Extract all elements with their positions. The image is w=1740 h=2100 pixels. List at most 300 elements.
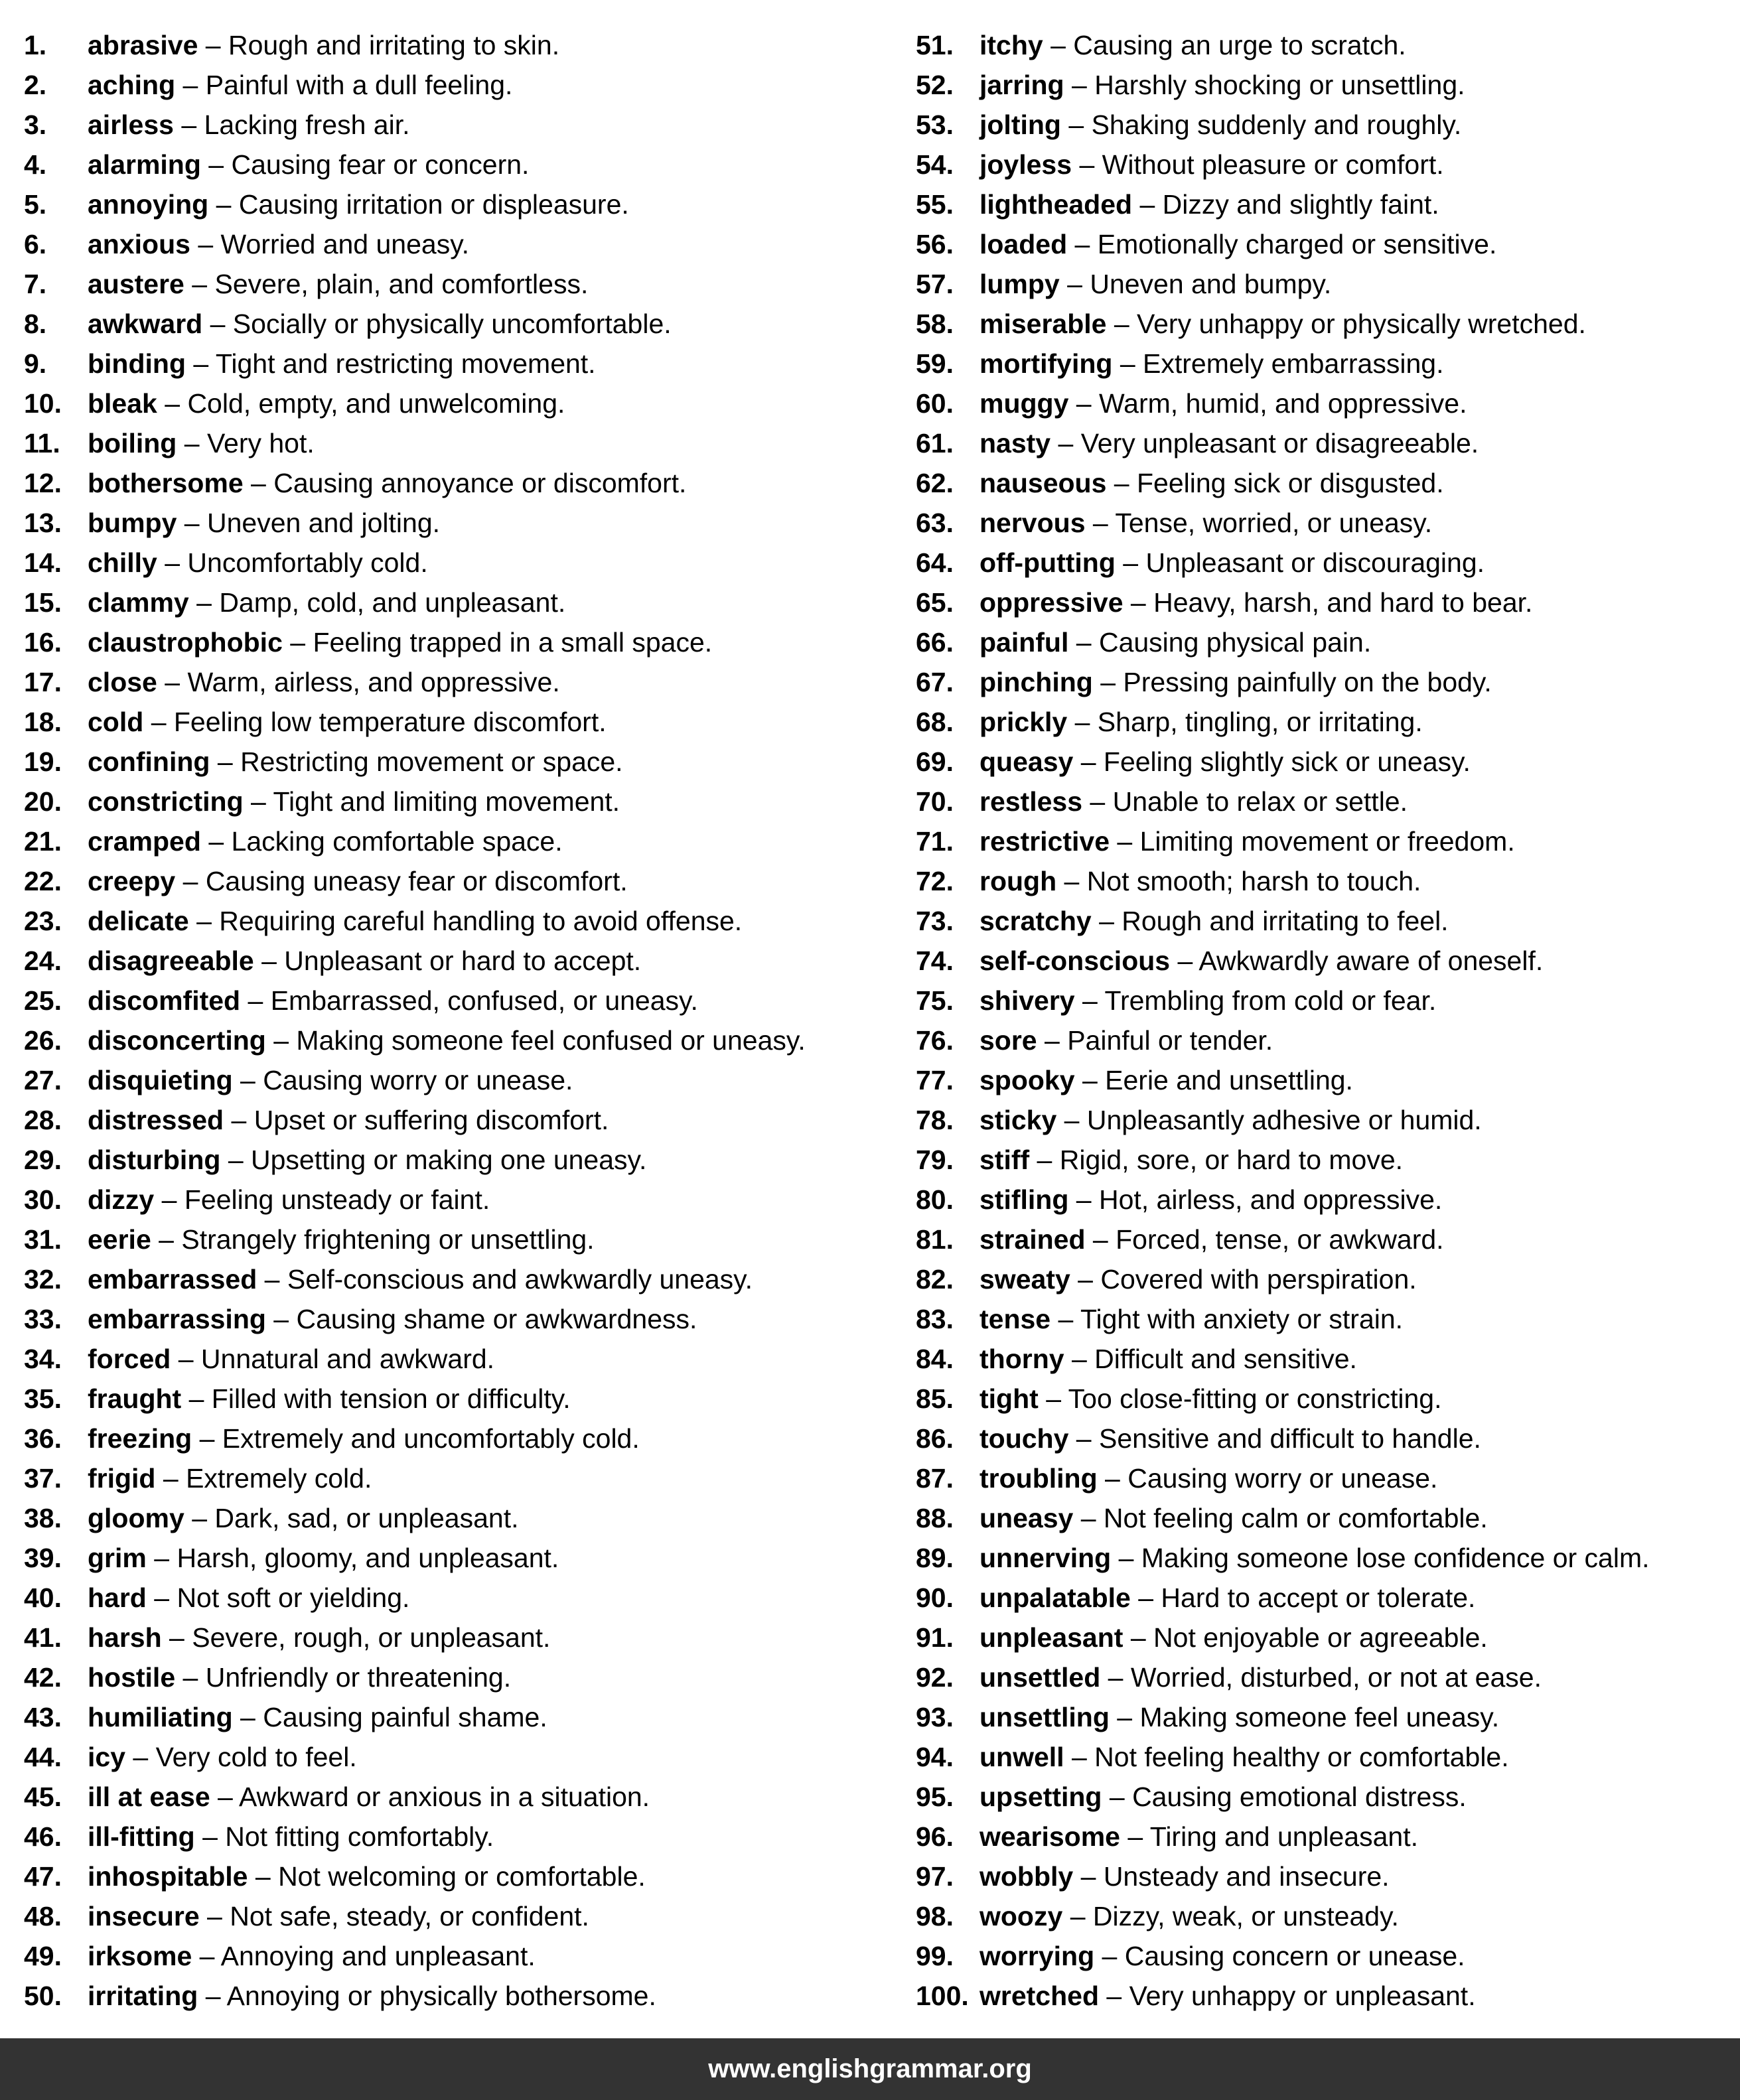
list-item (916, 1896, 1740, 1936)
item-definition: Unpleasantly adhesive or humid. (1086, 1105, 1482, 1135)
list-item (916, 1578, 1740, 1618)
item-separator: – (1068, 1423, 1099, 1454)
item-definition: Feeling sick or disgusted. (1136, 468, 1444, 498)
item-separator: – (1073, 1503, 1104, 1533)
item-term: cramped (88, 826, 201, 857)
item-number: 26. (24, 1025, 62, 1056)
list-item (24, 1657, 887, 1697)
list-item (24, 384, 887, 423)
item-separator: – (198, 30, 228, 60)
item-number: 68. (916, 707, 954, 737)
item-number: 67. (916, 667, 954, 697)
item-number: 56. (916, 229, 954, 259)
item-text (88, 503, 440, 543)
item-term: jolting (979, 109, 1061, 140)
item-separator: – (243, 468, 274, 498)
item-term: loaded (979, 229, 1068, 259)
item-text (88, 702, 607, 742)
list-item (24, 861, 887, 901)
item-definition: Severe, rough, or unpleasant. (192, 1622, 551, 1653)
list-item (24, 1299, 887, 1339)
item-separator: – (1123, 1622, 1154, 1653)
item-number: 54. (916, 149, 954, 180)
item-term: airless (88, 109, 174, 140)
item-number: 11. (24, 428, 60, 458)
item-number: 99. (916, 1941, 954, 1971)
item-number: 82. (916, 1264, 954, 1295)
item-definition: Causing annoyance or discomfort. (273, 468, 687, 498)
item-separator: – (1067, 229, 1098, 259)
item-number: 16. (24, 627, 62, 658)
item-separator: – (175, 70, 206, 100)
item-text (88, 782, 620, 821)
item-number: 33. (24, 1304, 62, 1334)
item-term: unsettling (979, 1702, 1110, 1732)
item-separator: – (1074, 985, 1105, 1016)
item-text (979, 742, 1471, 782)
item-definition: Tight and restricting movement. (215, 348, 596, 379)
list-item (916, 1618, 1740, 1657)
item-text (88, 105, 410, 145)
item-number: 35. (24, 1383, 62, 1414)
item-term: icy (88, 1742, 125, 1772)
item-number: 66. (916, 627, 954, 658)
item-number: 29. (24, 1145, 62, 1175)
item-text (88, 821, 563, 861)
list-item (24, 543, 887, 583)
item-definition: Feeling unsteady or faint. (184, 1184, 490, 1215)
list-item (916, 543, 1740, 583)
item-number: 15. (24, 587, 62, 618)
item-separator: – (248, 1861, 279, 1892)
item-number: 87. (916, 1463, 954, 1494)
item-text (979, 463, 1444, 503)
list-item (916, 503, 1740, 543)
item-text (979, 1578, 1475, 1618)
list-item (916, 662, 1740, 702)
item-separator: – (1074, 1065, 1106, 1095)
item-text (979, 184, 1439, 224)
list-item (916, 782, 1740, 821)
item-definition: Causing fear or concern. (231, 149, 530, 180)
item-number: 71. (916, 826, 954, 857)
item-term: embarrassed (88, 1264, 257, 1295)
item-definition: Emotionally charged or sensitive. (1097, 229, 1497, 259)
list-item (916, 1498, 1740, 1538)
item-text (979, 224, 1496, 264)
item-term: awkward (88, 309, 203, 339)
item-separator: – (1111, 1543, 1141, 1573)
item-number: 45. (24, 1782, 62, 1812)
item-separator: – (1068, 1184, 1099, 1215)
item-definition: Annoying and unpleasant. (220, 1941, 536, 1971)
item-text (88, 65, 512, 105)
list-item (916, 1100, 1740, 1140)
item-term: unsettled (979, 1662, 1101, 1693)
item-separator: – (1029, 1145, 1060, 1175)
item-term: woozy (979, 1901, 1063, 1931)
list-item (24, 1458, 887, 1498)
item-term: uneasy (979, 1503, 1074, 1533)
item-number: 47. (24, 1861, 62, 1892)
item-separator: – (157, 547, 188, 578)
list-item (916, 145, 1740, 184)
item-number: 39. (24, 1543, 62, 1573)
item-term: bleak (88, 388, 157, 419)
item-term: disconcerting (88, 1025, 266, 1056)
item-number: 57. (916, 269, 954, 299)
item-number: 4. (24, 149, 47, 180)
list-item (916, 1339, 1740, 1379)
item-separator: – (1091, 906, 1122, 936)
list-item (916, 821, 1740, 861)
list-item (916, 1299, 1740, 1339)
item-number: 81. (916, 1224, 954, 1255)
list-item (916, 1976, 1740, 2016)
item-definition: Not feeling calm or comfortable. (1103, 1503, 1488, 1533)
item-definition: Strangely frightening or unsettling. (181, 1224, 595, 1255)
item-definition: Forced, tense, or awkward. (1116, 1224, 1444, 1255)
list-item (24, 184, 887, 224)
item-text (979, 1737, 1509, 1777)
list-item (916, 423, 1740, 463)
item-definition: Making someone feel confused or uneasy. (296, 1025, 806, 1056)
list-item (916, 1220, 1740, 1259)
item-term: lightheaded (979, 189, 1133, 220)
item-text (88, 1817, 494, 1856)
item-definition: Difficult and sensitive. (1094, 1344, 1357, 1374)
item-term: tight (979, 1383, 1039, 1414)
item-definition: Unsteady and insecure. (1103, 1861, 1390, 1892)
list-item (916, 1419, 1740, 1458)
item-separator: – (184, 1503, 215, 1533)
list-item (24, 1220, 887, 1259)
item-separator: – (1123, 587, 1154, 618)
item-definition: Lacking comfortable space. (231, 826, 563, 857)
list-item (916, 25, 1740, 65)
item-definition: Uneven and jolting. (207, 508, 441, 538)
item-text (979, 384, 1467, 423)
item-text (979, 1657, 1542, 1697)
item-separator: – (154, 1184, 184, 1215)
item-separator: – (1102, 1782, 1133, 1812)
item-separator: – (265, 1304, 297, 1334)
item-number: 14. (24, 547, 62, 578)
item-definition: Very unhappy or unpleasant. (1129, 1981, 1476, 2011)
item-definition: Causing irritation or displeasure. (238, 189, 629, 220)
item-number: 19. (24, 746, 62, 777)
item-text (979, 1379, 1442, 1419)
item-separator: – (1059, 269, 1090, 299)
item-term: gloomy (88, 1503, 184, 1533)
item-definition: Dizzy, weak, or unsteady. (1092, 1901, 1399, 1931)
item-separator: – (192, 1941, 221, 1971)
item-definition: Annoying or physically bothersome. (226, 1981, 656, 2011)
item-number: 38. (24, 1503, 62, 1533)
item-text (88, 384, 565, 423)
item-number: 78. (916, 1105, 954, 1135)
item-separator: – (161, 1622, 192, 1653)
item-definition: Rough and irritating to feel. (1122, 906, 1449, 936)
item-term: wretched (979, 1981, 1099, 2011)
item-text (88, 1339, 494, 1379)
item-separator: – (1070, 1264, 1101, 1295)
item-separator: – (232, 1065, 263, 1095)
item-number: 52. (916, 70, 954, 100)
item-number: 72. (916, 866, 954, 896)
list-item (24, 1140, 887, 1180)
item-term: cold (88, 707, 144, 737)
item-number: 17. (24, 667, 62, 697)
list-item (916, 941, 1740, 981)
item-number: 77. (916, 1065, 954, 1095)
item-term: mortifying (979, 348, 1113, 379)
item-separator: – (200, 826, 232, 857)
left-column (24, 25, 887, 2016)
item-term: boiling (88, 428, 177, 458)
item-term: off-putting (979, 547, 1116, 578)
item-number: 92. (916, 1662, 954, 1693)
item-term: itchy (979, 30, 1043, 60)
item-separator: – (175, 866, 206, 896)
item-number: 100. (916, 1981, 969, 2011)
list-item (24, 1817, 887, 1856)
item-text (979, 1936, 1465, 1976)
item-definition: Dizzy and slightly faint. (1162, 189, 1439, 220)
item-separator: – (1062, 1901, 1093, 1931)
item-text (979, 145, 1444, 184)
item-number: 40. (24, 1582, 62, 1613)
item-text (979, 1060, 1353, 1100)
item-text (88, 304, 672, 344)
item-term: disagreeable (88, 945, 254, 976)
item-definition: Not feeling healthy or comfortable. (1094, 1742, 1509, 1772)
item-definition: Tight and limiting movement. (273, 786, 620, 817)
item-text (88, 1140, 646, 1180)
item-separator: – (177, 428, 207, 458)
list-item (916, 1140, 1740, 1180)
item-number: 62. (916, 468, 954, 498)
item-number: 20. (24, 786, 62, 817)
item-number: 83. (916, 1304, 954, 1334)
item-term: annoying (88, 189, 209, 220)
list-item (24, 702, 887, 742)
item-term: joyless (979, 149, 1072, 180)
item-number: 98. (916, 1901, 954, 1931)
item-term: shivery (979, 985, 1075, 1016)
item-separator: – (1100, 1662, 1131, 1693)
item-term: disturbing (88, 1145, 221, 1175)
item-separator: – (1068, 388, 1099, 419)
item-definition: Embarrassed, confused, or uneasy. (270, 985, 698, 1016)
list-item (24, 1100, 887, 1140)
item-separator: – (157, 667, 188, 697)
item-text (979, 782, 1408, 821)
item-separator: – (1082, 786, 1113, 817)
item-definition: Damp, cold, and unpleasant. (219, 587, 566, 618)
item-term: prickly (979, 707, 1068, 737)
item-number: 24. (24, 945, 62, 976)
item-separator: – (184, 269, 215, 299)
item-number: 18. (24, 707, 62, 737)
item-term: sweaty (979, 1264, 1070, 1295)
item-text (88, 1976, 656, 2016)
item-separator: – (1051, 428, 1081, 458)
item-number: 90. (916, 1582, 954, 1613)
item-number: 10. (24, 388, 62, 419)
item-separator: – (157, 388, 188, 419)
item-number: 75. (916, 985, 954, 1016)
item-term: bothersome (88, 468, 244, 498)
item-number: 44. (24, 1742, 62, 1772)
list-item (24, 1856, 887, 1896)
item-definition: Harshly shocking or unsettling. (1094, 70, 1465, 100)
item-separator: – (224, 1105, 254, 1135)
item-term: unpleasant (979, 1622, 1124, 1653)
list-item (24, 941, 887, 981)
item-definition: Causing concern or unease. (1124, 1941, 1465, 1971)
item-definition: Extremely cold. (186, 1463, 372, 1494)
item-definition: Unpleasant or hard to accept. (284, 945, 642, 976)
item-term: upsetting (979, 1782, 1102, 1812)
item-term: discomfited (88, 985, 241, 1016)
item-separator: – (210, 1782, 239, 1812)
list-item (24, 463, 887, 503)
item-text (88, 184, 629, 224)
item-term: miserable (979, 309, 1107, 339)
item-separator: – (257, 1264, 287, 1295)
item-definition: Very cold to feel. (155, 1742, 357, 1772)
item-text (979, 1419, 1481, 1458)
list-item (916, 622, 1740, 662)
item-text (979, 543, 1485, 583)
item-separator: – (125, 1742, 156, 1772)
item-text (88, 1657, 511, 1697)
item-text (88, 941, 641, 981)
item-number: 21. (24, 826, 62, 857)
item-number: 69. (916, 746, 954, 777)
item-separator: – (1130, 1582, 1161, 1613)
item-text (979, 1618, 1488, 1657)
item-definition: Awkwardly aware of oneself. (1198, 945, 1544, 976)
item-text (979, 65, 1465, 105)
item-term: irksome (88, 1941, 192, 1971)
item-text (88, 1419, 640, 1458)
item-separator: – (1106, 309, 1137, 339)
item-separator: – (181, 1383, 212, 1414)
item-text (979, 25, 1406, 65)
item-number: 59. (916, 348, 954, 379)
item-term: anxious (88, 229, 190, 259)
item-term: ill-fitting (88, 1821, 195, 1852)
item-text (979, 105, 1461, 145)
item-separator: – (177, 508, 207, 538)
item-definition: Causing shame or awkwardness. (296, 1304, 697, 1334)
item-number: 25. (24, 985, 62, 1016)
item-text (88, 1180, 490, 1220)
item-term: scratchy (979, 906, 1092, 936)
item-term: dizzy (88, 1184, 155, 1215)
item-text (88, 1498, 518, 1538)
item-separator: – (1043, 30, 1074, 60)
item-separator: – (1132, 189, 1163, 220)
item-number: 89. (916, 1543, 954, 1573)
list-item (916, 1737, 1740, 1777)
list-item (916, 224, 1740, 264)
item-term: freezing (88, 1423, 192, 1454)
item-number: 61. (916, 428, 954, 458)
list-item (24, 423, 887, 463)
list-item (916, 1777, 1740, 1817)
item-definition: Uncomfortably cold. (187, 547, 428, 578)
item-number: 93. (916, 1702, 954, 1732)
item-separator: – (186, 348, 216, 379)
list-item (916, 1697, 1740, 1737)
item-definition: Self-conscious and awkwardly uneasy. (287, 1264, 753, 1295)
item-number: 41. (24, 1622, 62, 1653)
list-item (916, 1538, 1740, 1578)
item-separator: – (188, 906, 220, 936)
list-item (24, 1777, 887, 1817)
item-definition: Causing worry or unease. (1127, 1463, 1438, 1494)
item-definition: Sensitive and difficult to handle. (1099, 1423, 1481, 1454)
item-number: 31. (24, 1224, 62, 1255)
item-number: 43. (24, 1702, 62, 1732)
list-item (24, 1578, 887, 1618)
item-term: unnerving (979, 1543, 1112, 1573)
item-number: 7. (24, 269, 47, 299)
list-item (24, 25, 887, 65)
item-text (979, 941, 1543, 981)
item-term: nauseous (979, 468, 1107, 498)
item-term: aching (88, 70, 176, 100)
list-item (24, 1976, 887, 2016)
footer-bar (0, 2038, 1740, 2100)
item-term: insecure (88, 1901, 200, 1931)
item-separator: – (240, 985, 271, 1016)
item-text (88, 264, 588, 304)
item-definition: Unfriendly or threatening. (205, 1662, 512, 1693)
list-item (916, 105, 1740, 145)
item-number: 96. (916, 1821, 954, 1852)
item-definition: Eerie and unsettling. (1105, 1065, 1353, 1095)
item-text (88, 981, 698, 1020)
list-item (916, 1259, 1740, 1299)
list-item (916, 463, 1740, 503)
list-item (916, 1817, 1740, 1856)
item-term: bumpy (88, 508, 177, 538)
item-definition: Hard to accept or tolerate. (1161, 1582, 1476, 1613)
item-separator: – (1109, 1702, 1140, 1732)
list-item (24, 1379, 887, 1419)
item-number: 95. (916, 1782, 954, 1812)
item-definition: Causing an urge to scratch. (1073, 30, 1406, 60)
item-definition: Rigid, sore, or hard to move. (1059, 1145, 1404, 1175)
item-definition: Shaking suddenly and roughly. (1091, 109, 1462, 140)
list-item (916, 1020, 1740, 1060)
item-separator: – (198, 1981, 227, 2011)
item-text (979, 503, 1432, 543)
list-item (24, 1060, 887, 1100)
item-number: 30. (24, 1184, 62, 1215)
item-separator: – (192, 1423, 222, 1454)
list-item (24, 264, 887, 304)
item-definition: Very unhappy or physically wretched. (1137, 309, 1586, 339)
item-separator: – (210, 746, 241, 777)
list-item (24, 1419, 887, 1458)
website-url: www.englishgrammar.org (708, 2054, 1032, 2083)
item-number: 58. (916, 309, 954, 339)
